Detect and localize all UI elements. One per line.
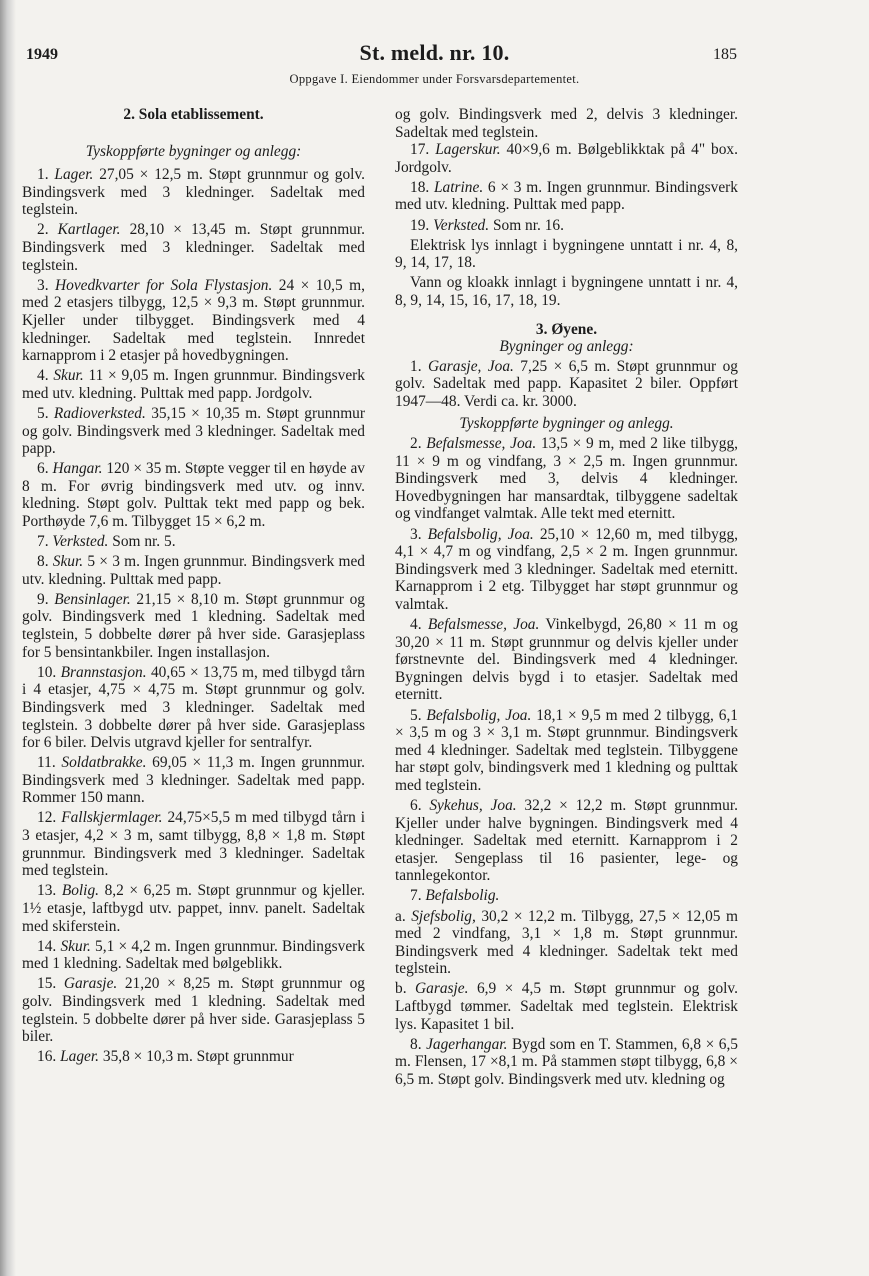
list-item [22,882,365,935]
item-name: Befalsbolig, Joa. [426,706,532,724]
list-item [395,797,738,885]
item-name: Befalsmesse, Joa. [427,616,540,634]
list-item [22,367,365,402]
item-name: Garasje. [63,975,118,993]
item-text: 21,15 × 8,10 m. Støpt grunnmur og golv. Bindingsverk med 1 kledning. Sadeltak med teglstein, 5 dobbelte dører på hver side. Garasjeplass for 5 bensintankbiler. Ingen installasjon. [22,590,365,661]
list-item [22,809,365,879]
item-text: 25,10 × 12,60 m, med tilbygg, 4,1 × 4,7 m og vindfang, 2,5 × 2 m. Ingen grunnmur. Bindingsverk med 3 kledninger. Sadeltak med eternitt. Karnapprom i 2 etg. Tilbygget har støpt grunnmur og valmtak. [395,525,739,613]
item-name: Lager. [60,1048,100,1066]
item-number: 3. [37,276,49,294]
item-name: Kartlager. [57,221,121,239]
item-number: 3. [410,525,422,543]
item-text: Bygd som en T. Stammen, 6,8 × 6,5 m. Flensen, 17 ×8,1 m. På stammen støpt tilbygg, 6,8 × 6,5 m. Støpt golv. Bindingsverk med utv. kledning og [395,1035,738,1088]
list-item [22,405,365,458]
list-item [22,591,365,661]
item-text: 21,20 × 8,25 m. Støpt grunnmur og golv. Bindingsverk med 1 kledning. Sadeltak med teglstein. 5 dobbelte dører på hver side. Garasjeplass 5 biler. [22,975,365,1046]
item-number: 5. [37,404,49,422]
right-column [395,106,738,1091]
item-text: 8,2 × 6,25 m. Støpt grunnmur og kjeller. 1½ etasje, laftbygd utv. pappet, innv. panelt. Sadeltak med skiferstein. [22,882,365,935]
item-name: Lagerskur. [435,141,501,159]
item-name: Bolig. [61,882,100,900]
list-item [22,553,365,588]
item-number: 1. [410,357,422,375]
item-name: Skur. [53,367,84,385]
list-subitem [395,980,738,1033]
list-item [22,277,365,365]
subheading-german-built: Tyskoppførte bygninger og anlegg: [85,142,302,160]
list-item [395,526,738,614]
electric-note: Elektrisk lys innlagt i bygningene unntatt i nr. 4, 8, 9, 14, 17, 18. [395,236,738,272]
list-item [395,1036,738,1089]
header-subtitle: Oppgave I. Eiendommer under Forsvarsdepartementet. [289,72,580,86]
item-number: 13. [37,882,57,900]
item-name: Lager. [54,166,94,184]
water-note: Vann og kloakk innlagt i bygningene unntatt i nr. 4, 8, 9, 14, 15, 16, 17, 18, 19. [395,274,738,309]
item-name: Verksted. [433,216,490,234]
section-title-oyene: 3. Øyene. [535,320,598,338]
continuation-text: og golv. Bindingsverk med 2, delvis 3 kledninger. Sadeltak med teglstein. [395,106,738,141]
item-name: Fallskjermlager. [61,809,163,827]
item-jagerhangar [395,1036,738,1089]
item-number: 7. [37,533,49,551]
header-year: 1949 [26,46,58,63]
list-item [395,141,738,176]
item-number: 18. [410,178,430,196]
item-number: 8. [410,1035,422,1053]
item-text: 69,05 × 11,3 m. Ingen grunnmur. Bindingsverk med 3 kledninger. Sadeltak med papp. Rommer 150 mann. [22,754,365,807]
list-item [22,1048,365,1066]
list-item [395,217,738,235]
item-name: Jagerhangar. [426,1035,508,1053]
list-item [395,887,738,905]
item-name: Latrine. [434,178,484,196]
right-item-list-b [395,435,738,905]
item-number: 17. [410,141,430,159]
list-item [22,754,365,807]
item-name: Befalsbolig. [425,887,500,905]
item-text: 24,75×5,5 m med tilbygd tårn i 3 etasjer, 4,2 × 3 m, samt tilbygg, 8,8 × 1,8 m. Støpt grunnmur. Bindingsverk med 3 kledninger. Sadeltak med teglstein. [22,809,365,880]
item-name: Hangar. [52,460,103,478]
item-name: Sykehus, Joa. [429,796,517,814]
list-item [395,358,738,411]
item-number: 9. [37,590,49,608]
item-garasje-joa [395,358,738,411]
list-item [395,707,738,795]
subitem-label: a. [395,907,406,925]
item-number: 7. [410,887,422,905]
list-item [22,938,365,973]
item-number: 2. [37,221,49,239]
item-text: 28,10 × 13,45 m. Støpt grunnmur. Bindingsverk med 3 kledninger. Sadeltak med teglstein. [22,221,365,274]
item-text: Som nr. 16. [492,216,564,234]
item-text: 5 × 3 m. Ingen grunnmur. Bindingsverk med utv. kledning. Pulttak med papp. [22,553,365,588]
item-text: 6 × 3 m. Ingen grunnmur. Bindingsverk med utv. kledning. Pulttak med papp. [395,178,738,214]
item-text: 32,2 × 12,2 m. Støpt grunnmur. Kjeller under halve bygningen. Bindingsverk med 4 kledninger. Sadeltak med eternitt. Karnapprom i 2 etasjer. Sengeplass til 16 pasienter, lege- og tannlegekontor. [395,796,738,885]
item-text: 40,65 × 13,75 m, med tilbygd tårn i 4 etasjer, 4,75 × 4,75 m. Støpt grunnmur og golv. Bindingsverk med 3 kledninger. Sadeltak med teglstein. 3 dobbelte dører på hver side. Garasjeplass for 6 biler. Delvis utgravd kjeller for sentralfyr. [22,663,365,752]
item-name: Garasje, Joa. [427,357,514,375]
item-text: Som nr. 5. [112,533,176,551]
item-name: Skur. [60,937,91,955]
header-page-number: 185 [713,46,737,63]
list-item [22,460,365,530]
left-column [22,106,365,1068]
list-item [22,533,365,551]
section-title-sola: 2. Sola etablissement. [123,106,264,123]
subitem-name: Sjefsbolig, [411,907,476,925]
item-text: 5,1 × 4,2 m. Ingen grunnmur. Bindingsverk med 1 kledning. Sadeltak med bølgeblikk. [22,937,365,973]
list-item [22,221,365,274]
item-number: 4. [410,616,422,634]
item-name: Befalsbolig, Joa. [427,525,534,543]
item-number: 10. [37,663,57,681]
item-number: 1. [37,166,49,184]
item-number: 11. [37,754,56,772]
header-title: St. meld. nr. 10. [359,40,510,65]
subitem-text: 30,2 × 12,2 m. Tilbygg, 27,5 × 12,05 m med 2 vindfang, 3,1 × 1,8 m. Støpt grunnmur. Bindingsverk med 4 kledninger. Sadeltak tekt med teglstein. [395,907,738,978]
item-sjefsbolig [395,908,738,978]
list-item [395,435,738,523]
subitem-label: b. [395,980,407,998]
item-number: 16. [37,1048,57,1066]
list-subitem [395,908,738,978]
subitem-name: Garasje. [415,980,469,998]
item-number: 15. [37,975,57,993]
item-name: Bensinlager. [54,590,131,608]
item-text: 13,5 × 9 m, med 2 like tilbygg, 11 × 9 m og vindfang, 3 × 2,5 m. Ingen grunnmur. Bindingsverk med 3, delvis 4 kledninger. Hovedbygningen har mansardtak, tilbyggene sadeltak og vindfanget valmtak. Alle tekt med eternitt. [395,435,738,523]
list-item [395,179,738,214]
subheading-german-built-oyene: Tyskoppførte bygninger og anlegg. [459,414,674,432]
item-name: Soldatbrakke. [61,754,147,772]
item-name: Hovedkvarter for Sola Flystasjon. [55,276,273,294]
item-garasje-b [395,980,738,1033]
item-number: 5. [410,706,422,724]
item-number: 6. [410,796,422,814]
list-item [22,975,365,1045]
item-text: 27,05 × 12,5 m. Støpt grunnmur og golv. Bindingsverk med 3 kledninger. Sadeltak med teglstein. [22,166,365,219]
item-text: 7,25 × 6,5 m. Støpt grunnmur og golv. Sadeltak med papp. Kapasitet 2 biler. Oppført 1947—48. Verdi ca. kr. 3000. [395,357,738,410]
item-number: 2. [410,435,422,453]
list-item [22,166,365,219]
item-text: 11 × 9,05 m. Ingen grunnmur. Bindingsverk med utv. kledning. Pulttak med papp. Jordgolv. [22,367,365,402]
item-text: 24 × 10,5 m, med 2 etasjers tilbygg, 12,5 × 9,3 m. Støpt grunnmur. Kjeller under tilbygget. Bindingsverk med 4 kledninger. Sadeltak med teglstein. Innredet karnapprom i 2 etasjer på hovedbygningen. [22,276,365,365]
subitem-text: 6,9 × 4,5 m. Støpt grunnmur og golv. Laftbygd tømmer. Sadeltak med teglstein. Elektrisk lys. Kapasitet 1 bil. [395,980,738,1033]
item-name: Radioverksted. [53,404,146,422]
item-text: 120 × 35 m. Støpte vegger til en høyde av 8 m. For øvrig bindingsverk med utv. og innv. kledning. Støpt golv. Pulttak tekt med papp og bek. Porthøyde 7,6 m. Tilbygget 15 × 6,2 m. [22,460,365,530]
list-item [395,616,738,704]
list-item [22,664,365,752]
item-number: 6. [37,460,49,478]
binding-shadow [0,0,16,1276]
item-text: 35,15 × 10,35 m. Støpt grunnmur og golv. Bindingsverk med 3 kledninger. Sadeltak med papp. [22,404,365,458]
item-name: Befalsmesse, Joa. [426,435,537,453]
right-item-list-a [395,141,738,234]
item-number: 19. [410,216,430,234]
item-name: Verksted. [52,533,109,551]
item-number: 12. [37,809,57,827]
item-text: 40×9,6 m. Bølgeblikktak på 4" box. Jordgolv. [395,141,738,176]
subheading-buildings: Bygninger og anlegg: [499,338,634,356]
item-number: 14. [37,937,57,955]
item-name: Skur. [52,553,84,571]
item-number: 8. [37,553,49,571]
left-item-list [22,166,365,1066]
item-name: Brannstasjon. [60,663,147,681]
item-text: 35,8 × 10,3 m. Støpt grunnmur [102,1048,294,1066]
item-text: Vinkelbygd, 26,80 × 11 m og 30,20 × 11 m. Støpt grunnmur og delvis kjeller under førstnevnte del. Bindingsverk med 4 kledninger. Bygningen delvis bygd i to etasjer. Sadeltak med eternitt. [395,616,738,704]
item-number: 4. [37,367,49,385]
item-text: 18,1 × 9,5 m med 2 tilbygg, 6,1 × 3,5 m og 3 × 3,1 m. Støpt grunnmur. Bindingsverk med 4 kledninger. Sadeltak med teglstein. Tilbyggene har støpt golv, bindingsverk med 1 kledning og pulttak med teglstein. [395,706,738,794]
